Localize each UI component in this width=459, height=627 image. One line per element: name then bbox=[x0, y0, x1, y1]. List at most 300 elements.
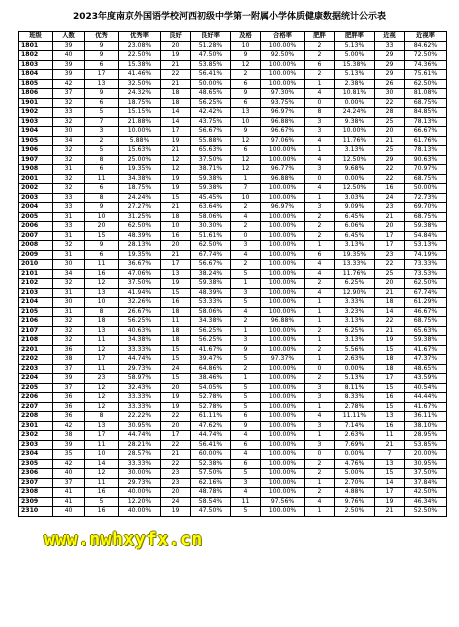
table-cell: 36 bbox=[53, 402, 85, 412]
class-cell: 2207 bbox=[19, 402, 53, 412]
table-cell: 90.63% bbox=[405, 155, 447, 165]
table-row bbox=[19, 250, 447, 260]
table-cell: 100.00% bbox=[261, 469, 305, 479]
table-cell: 22 bbox=[375, 98, 405, 108]
table-cell: 0.00% bbox=[335, 450, 375, 460]
class-cell: 2002 bbox=[19, 184, 53, 194]
table-cell: 12 bbox=[85, 393, 119, 403]
table-cell: 18 bbox=[161, 336, 191, 346]
table-cell: 47.37% bbox=[405, 355, 447, 365]
table-cell: 38 bbox=[53, 431, 85, 441]
table-row bbox=[19, 79, 447, 89]
table-cell: 2 bbox=[231, 222, 261, 232]
table-row bbox=[19, 374, 447, 384]
class-cell: 2101 bbox=[19, 269, 53, 279]
table-row bbox=[19, 402, 447, 412]
table-cell: 15 bbox=[375, 345, 405, 355]
table-cell: 5 bbox=[231, 298, 261, 308]
class-cell: 1802 bbox=[19, 51, 53, 61]
table-cell: 42.50% bbox=[405, 488, 447, 498]
table-cell: 61.11% bbox=[191, 412, 231, 422]
class-cell: 2008 bbox=[19, 241, 53, 251]
table-row bbox=[19, 507, 447, 517]
table-cell: 47.62% bbox=[191, 421, 231, 431]
table-cell: 28.13% bbox=[119, 241, 161, 251]
class-cell: 2007 bbox=[19, 231, 53, 241]
table-cell: 23 bbox=[375, 203, 405, 213]
table-cell: 96.77% bbox=[261, 165, 305, 175]
column-header: 优秀 bbox=[85, 32, 119, 42]
table-cell: 38.24% bbox=[191, 269, 231, 279]
table-cell: 10 bbox=[231, 41, 261, 51]
table-cell: 7 bbox=[85, 117, 119, 127]
table-cell: 31 bbox=[53, 307, 85, 317]
table-cell: 53.85% bbox=[405, 440, 447, 450]
table-row bbox=[19, 146, 447, 156]
table-cell: 17 bbox=[375, 231, 405, 241]
table-cell: 2 bbox=[85, 136, 119, 146]
table-cell: 5 bbox=[85, 108, 119, 118]
table-cell: 56.67% bbox=[191, 127, 231, 137]
table-cell: 4 bbox=[231, 450, 261, 460]
table-cell: 2 bbox=[305, 51, 335, 61]
table-row bbox=[19, 488, 447, 498]
table-cell: 32 bbox=[53, 155, 85, 165]
table-cell: 3.13% bbox=[335, 336, 375, 346]
table-cell: 100.00% bbox=[261, 431, 305, 441]
table-row bbox=[19, 193, 447, 203]
table-cell: 7.69% bbox=[335, 440, 375, 450]
table-cell: 96.88% bbox=[261, 174, 305, 184]
table-cell: 10 bbox=[161, 222, 191, 232]
table-cell: 60.00% bbox=[191, 450, 231, 460]
table-cell: 33 bbox=[53, 108, 85, 118]
table-cell: 6.25% bbox=[335, 326, 375, 336]
table-cell: 0 bbox=[305, 450, 335, 460]
table-cell: 33.33% bbox=[119, 402, 161, 412]
table-cell: 20 bbox=[85, 222, 119, 232]
table-cell: 40 bbox=[53, 469, 85, 479]
table-cell: 29.73% bbox=[119, 364, 161, 374]
table-cell: 41.46% bbox=[119, 70, 161, 80]
class-cell: 2004 bbox=[19, 203, 53, 213]
table-cell: 31 bbox=[53, 250, 85, 260]
table-cell: 72.50% bbox=[405, 51, 447, 61]
table-cell: 59.38% bbox=[405, 336, 447, 346]
table-cell: 14 bbox=[161, 108, 191, 118]
table-row bbox=[19, 174, 447, 184]
table-cell: 15 bbox=[375, 402, 405, 412]
table-cell: 9 bbox=[85, 241, 119, 251]
class-cell: 2303 bbox=[19, 440, 53, 450]
table-cell: 31 bbox=[53, 212, 85, 222]
table-cell: 52.38% bbox=[191, 459, 231, 469]
table-cell: 42 bbox=[53, 79, 85, 89]
table-cell: 6.45% bbox=[335, 231, 375, 241]
table-row bbox=[19, 165, 447, 175]
table-cell: 3.13% bbox=[335, 146, 375, 156]
table-cell: 47.50% bbox=[191, 507, 231, 517]
table-cell: 24.32% bbox=[119, 89, 161, 99]
table-cell: 0 bbox=[231, 231, 261, 241]
table-cell: 8 bbox=[85, 412, 119, 422]
table-cell: 19 bbox=[375, 497, 405, 507]
table-cell: 2 bbox=[305, 70, 335, 80]
table-cell: 34.38% bbox=[119, 174, 161, 184]
table-cell: 32.26% bbox=[119, 298, 161, 308]
table-cell: 12.20% bbox=[119, 497, 161, 507]
column-header: 班级 bbox=[19, 32, 53, 42]
table-cell: 5.13% bbox=[335, 70, 375, 80]
table-cell: 9 bbox=[85, 51, 119, 61]
table-cell: 5 bbox=[231, 393, 261, 403]
table-cell: 100.00% bbox=[261, 241, 305, 251]
table-row bbox=[19, 336, 447, 346]
class-cell: 2204 bbox=[19, 374, 53, 384]
class-cell: 2304 bbox=[19, 450, 53, 460]
table-cell: 11 bbox=[85, 364, 119, 374]
table-cell: 2.38% bbox=[335, 79, 375, 89]
table-cell: 12.90% bbox=[335, 288, 375, 298]
table-cell: 29 bbox=[375, 70, 405, 80]
table-cell: 4 bbox=[305, 269, 335, 279]
table-cell: 15 bbox=[161, 355, 191, 365]
table-cell: 9 bbox=[85, 41, 119, 51]
table-cell: 100.00% bbox=[261, 307, 305, 317]
table-cell: 6.45% bbox=[335, 212, 375, 222]
table-row bbox=[19, 260, 447, 270]
table-cell: 100.00% bbox=[261, 288, 305, 298]
column-header: 近视 bbox=[375, 32, 405, 42]
table-cell: 17 bbox=[161, 127, 191, 137]
table-cell: 2 bbox=[305, 222, 335, 232]
table-cell: 10 bbox=[85, 298, 119, 308]
table-cell: 32 bbox=[53, 117, 85, 127]
table-cell: 43.75% bbox=[191, 117, 231, 127]
table-cell: 3 bbox=[231, 336, 261, 346]
class-cell: 2108 bbox=[19, 336, 53, 346]
table-cell: 40.54% bbox=[405, 383, 447, 393]
table-cell: 36.11% bbox=[405, 412, 447, 422]
table-cell: 53.33% bbox=[191, 298, 231, 308]
table-cell: 21 bbox=[161, 250, 191, 260]
table-cell: 56.25% bbox=[119, 317, 161, 327]
table-cell: 48.65% bbox=[405, 364, 447, 374]
table-cell: 21 bbox=[161, 146, 191, 156]
table-cell: 96.97% bbox=[261, 108, 305, 118]
table-cell: 3 bbox=[305, 393, 335, 403]
table-cell: 24.24% bbox=[335, 108, 375, 118]
table-cell: 20 bbox=[161, 241, 191, 251]
table-cell: 31 bbox=[53, 231, 85, 241]
table-row bbox=[19, 89, 447, 99]
table-cell: 40 bbox=[53, 507, 85, 517]
class-cell: 2003 bbox=[19, 193, 53, 203]
table-cell: 61.76% bbox=[405, 136, 447, 146]
table-cell: 2 bbox=[305, 459, 335, 469]
table-cell: 37 bbox=[53, 89, 85, 99]
table-cell: 17 bbox=[85, 431, 119, 441]
page-title: 2023年度南京外国语学校河西初级中学第一附属小学体质健康数据统计公示表 bbox=[72, 12, 387, 22]
table-cell: 65.63% bbox=[191, 146, 231, 156]
table-cell: 40 bbox=[53, 51, 85, 61]
table-cell: 10.81% bbox=[335, 89, 375, 99]
table-cell: 19 bbox=[161, 507, 191, 517]
class-cell: 2005 bbox=[19, 212, 53, 222]
table-cell: 39 bbox=[53, 70, 85, 80]
table-cell: 15 bbox=[161, 288, 191, 298]
table-cell: 55.88% bbox=[191, 136, 231, 146]
health-data-table bbox=[18, 31, 447, 517]
class-cell: 2201 bbox=[19, 345, 53, 355]
table-cell: 6 bbox=[85, 60, 119, 70]
class-cell: 1907 bbox=[19, 155, 53, 165]
table-cell: 59.38% bbox=[405, 222, 447, 232]
table-cell: 15.15% bbox=[119, 108, 161, 118]
table-cell: 22 bbox=[375, 165, 405, 175]
table-cell: 48.39% bbox=[119, 231, 161, 241]
table-cell: 59.38% bbox=[191, 174, 231, 184]
table-cell: 43.59% bbox=[405, 374, 447, 384]
table-cell: 48.65% bbox=[191, 89, 231, 99]
table-cell: 25 bbox=[375, 269, 405, 279]
table-cell: 17 bbox=[375, 241, 405, 251]
class-cell: 2208 bbox=[19, 412, 53, 422]
table-cell: 2 bbox=[231, 260, 261, 270]
table-cell: 33 bbox=[53, 222, 85, 232]
site-watermark: www.nwhxyfx.cn bbox=[44, 529, 203, 550]
class-cell: 1806 bbox=[19, 89, 53, 99]
table-cell: 12 bbox=[85, 469, 119, 479]
table-cell: 11 bbox=[375, 431, 405, 441]
class-cell: 1904 bbox=[19, 127, 53, 137]
table-cell: 57.50% bbox=[191, 469, 231, 479]
table-cell: 32 bbox=[53, 98, 85, 108]
table-cell: 19 bbox=[161, 393, 191, 403]
table-row bbox=[19, 136, 447, 146]
table-cell: 75.61% bbox=[405, 70, 447, 80]
table-cell: 3 bbox=[305, 127, 335, 137]
table-cell: 33 bbox=[53, 203, 85, 213]
table-cell: 18.75% bbox=[119, 98, 161, 108]
table-cell: 9.76% bbox=[335, 497, 375, 507]
table-cell: 30 bbox=[375, 89, 405, 99]
table-cell: 62.50% bbox=[405, 79, 447, 89]
table-cell: 97.37% bbox=[261, 355, 305, 365]
table-row bbox=[19, 497, 447, 507]
table-cell: 17 bbox=[161, 431, 191, 441]
table-row bbox=[19, 317, 447, 327]
table-cell: 100.00% bbox=[261, 279, 305, 289]
table-row bbox=[19, 41, 447, 51]
table-cell: 1 bbox=[305, 402, 335, 412]
table-cell: 8 bbox=[305, 108, 335, 118]
table-row bbox=[19, 421, 447, 431]
table-cell: 29 bbox=[375, 51, 405, 61]
table-cell: 51.61% bbox=[191, 231, 231, 241]
table-cell: 4 bbox=[305, 412, 335, 422]
table-cell: 11 bbox=[161, 317, 191, 327]
table-cell: 11.76% bbox=[335, 136, 375, 146]
table-cell: 6 bbox=[85, 250, 119, 260]
table-cell: 39 bbox=[53, 440, 85, 450]
table-cell: 1 bbox=[305, 336, 335, 346]
table-cell: 62.50% bbox=[405, 279, 447, 289]
table-cell: 69.70% bbox=[405, 203, 447, 213]
table-row bbox=[19, 117, 447, 127]
table-cell: 15 bbox=[161, 374, 191, 384]
table-cell: 6 bbox=[231, 98, 261, 108]
class-cell: 2203 bbox=[19, 364, 53, 374]
table-cell: 68.75% bbox=[405, 174, 447, 184]
table-cell: 50.00% bbox=[405, 184, 447, 194]
table-cell: 22.50% bbox=[119, 51, 161, 61]
table-cell: 32 bbox=[53, 241, 85, 251]
class-cell: 2305 bbox=[19, 459, 53, 469]
table-cell: 19 bbox=[161, 174, 191, 184]
table-cell: 18 bbox=[161, 307, 191, 317]
table-cell: 84.62% bbox=[405, 41, 447, 51]
table-cell: 37.50% bbox=[119, 279, 161, 289]
table-cell: 15 bbox=[161, 193, 191, 203]
table-cell: 1 bbox=[231, 174, 261, 184]
table-cell: 38.10% bbox=[405, 421, 447, 431]
table-cell: 23 bbox=[375, 250, 405, 260]
table-cell: 42 bbox=[53, 421, 85, 431]
table-cell: 14 bbox=[375, 478, 405, 488]
table-cell: 40.00% bbox=[119, 507, 161, 517]
table-cell: 3.13% bbox=[335, 317, 375, 327]
table-cell: 45.45% bbox=[191, 193, 231, 203]
table-cell: 21 bbox=[161, 79, 191, 89]
table-cell: 100.00% bbox=[261, 212, 305, 222]
class-cell: 2001 bbox=[19, 174, 53, 184]
table-cell: 4 bbox=[305, 89, 335, 99]
table-cell: 3 bbox=[305, 165, 335, 175]
table-cell: 100.00% bbox=[261, 402, 305, 412]
table-cell: 5 bbox=[231, 469, 261, 479]
table-cell: 38.71% bbox=[191, 165, 231, 175]
table-cell: 16 bbox=[161, 231, 191, 241]
table-cell: 30.95% bbox=[119, 421, 161, 431]
table-cell: 0.00% bbox=[335, 174, 375, 184]
table-cell: 11 bbox=[85, 174, 119, 184]
table-cell: 3 bbox=[85, 127, 119, 137]
table-cell: 40.63% bbox=[119, 326, 161, 336]
table-cell: 6 bbox=[231, 440, 261, 450]
table-cell: 41.94% bbox=[119, 288, 161, 298]
table-cell: 3 bbox=[231, 478, 261, 488]
table-row bbox=[19, 51, 447, 61]
table-cell: 12 bbox=[231, 155, 261, 165]
table-cell: 10 bbox=[231, 193, 261, 203]
table-cell: 18 bbox=[161, 98, 191, 108]
table-cell: 35 bbox=[53, 450, 85, 460]
table-cell: 19 bbox=[161, 184, 191, 194]
table-cell: 9 bbox=[85, 203, 119, 213]
table-cell: 21 bbox=[375, 212, 405, 222]
table-cell: 20 bbox=[375, 279, 405, 289]
table-cell: 17 bbox=[161, 260, 191, 270]
table-cell: 11.11% bbox=[335, 412, 375, 422]
table-cell: 100.00% bbox=[261, 364, 305, 374]
class-cell: 2206 bbox=[19, 393, 53, 403]
table-cell: 16 bbox=[375, 184, 405, 194]
table-cell: 41.67% bbox=[191, 345, 231, 355]
table-cell: 100.00% bbox=[261, 326, 305, 336]
table-cell: 44.74% bbox=[119, 431, 161, 441]
table-cell: 96.97% bbox=[261, 203, 305, 213]
table-cell: 6 bbox=[85, 98, 119, 108]
table-cell: 15 bbox=[161, 345, 191, 355]
table-cell: 100.00% bbox=[261, 488, 305, 498]
table-cell: 100.00% bbox=[261, 250, 305, 260]
column-header: 及格 bbox=[231, 32, 261, 42]
table-cell: 100.00% bbox=[261, 507, 305, 517]
table-cell: 17 bbox=[85, 70, 119, 80]
table-cell: 21 bbox=[375, 440, 405, 450]
table-cell: 33.33% bbox=[119, 459, 161, 469]
table-cell: 6 bbox=[305, 250, 335, 260]
table-cell: 68.75% bbox=[405, 212, 447, 222]
table-cell: 100.00% bbox=[261, 146, 305, 156]
table-cell: 2 bbox=[231, 203, 261, 213]
table-cell: 30.95% bbox=[405, 459, 447, 469]
table-cell: 96.88% bbox=[261, 317, 305, 327]
table-cell: 47.50% bbox=[191, 51, 231, 61]
table-row bbox=[19, 393, 447, 403]
table-cell: 30 bbox=[53, 127, 85, 137]
table-cell: 33 bbox=[375, 41, 405, 51]
table-cell: 68.75% bbox=[405, 98, 447, 108]
table-cell: 34.38% bbox=[191, 317, 231, 327]
table-cell: 1 bbox=[305, 241, 335, 251]
table-cell: 100.00% bbox=[261, 374, 305, 384]
class-cell: 1804 bbox=[19, 70, 53, 80]
table-cell: 12 bbox=[161, 165, 191, 175]
table-cell: 4 bbox=[305, 155, 335, 165]
table-cell: 4 bbox=[231, 250, 261, 260]
table-cell: 4 bbox=[305, 260, 335, 270]
table-cell: 11 bbox=[85, 336, 119, 346]
table-cell: 20 bbox=[161, 488, 191, 498]
table-cell: 1 bbox=[305, 355, 335, 365]
table-cell: 32 bbox=[53, 317, 85, 327]
table-cell: 4.88% bbox=[335, 488, 375, 498]
table-cell: 5 bbox=[231, 507, 261, 517]
table-cell: 4 bbox=[305, 136, 335, 146]
table-cell: 46.67% bbox=[405, 307, 447, 317]
table-cell: 66.67% bbox=[405, 127, 447, 137]
table-cell: 6 bbox=[85, 165, 119, 175]
class-cell: 2102 bbox=[19, 279, 53, 289]
table-cell: 9 bbox=[231, 127, 261, 137]
class-cell: 2310 bbox=[19, 507, 53, 517]
table-cell: 1 bbox=[305, 478, 335, 488]
table-cell: 2 bbox=[231, 364, 261, 374]
table-row bbox=[19, 184, 447, 194]
table-cell: 20 bbox=[161, 41, 191, 51]
table-cell: 62.50% bbox=[119, 222, 161, 232]
table-row bbox=[19, 60, 447, 70]
table-cell: 7.14% bbox=[335, 421, 375, 431]
class-cell: 2301 bbox=[19, 421, 53, 431]
table-cell: 5.88% bbox=[119, 136, 161, 146]
table-cell: 2 bbox=[305, 231, 335, 241]
table-cell: 56.41% bbox=[191, 70, 231, 80]
table-cell: 5 bbox=[231, 383, 261, 393]
table-cell: 15.63% bbox=[119, 146, 161, 156]
